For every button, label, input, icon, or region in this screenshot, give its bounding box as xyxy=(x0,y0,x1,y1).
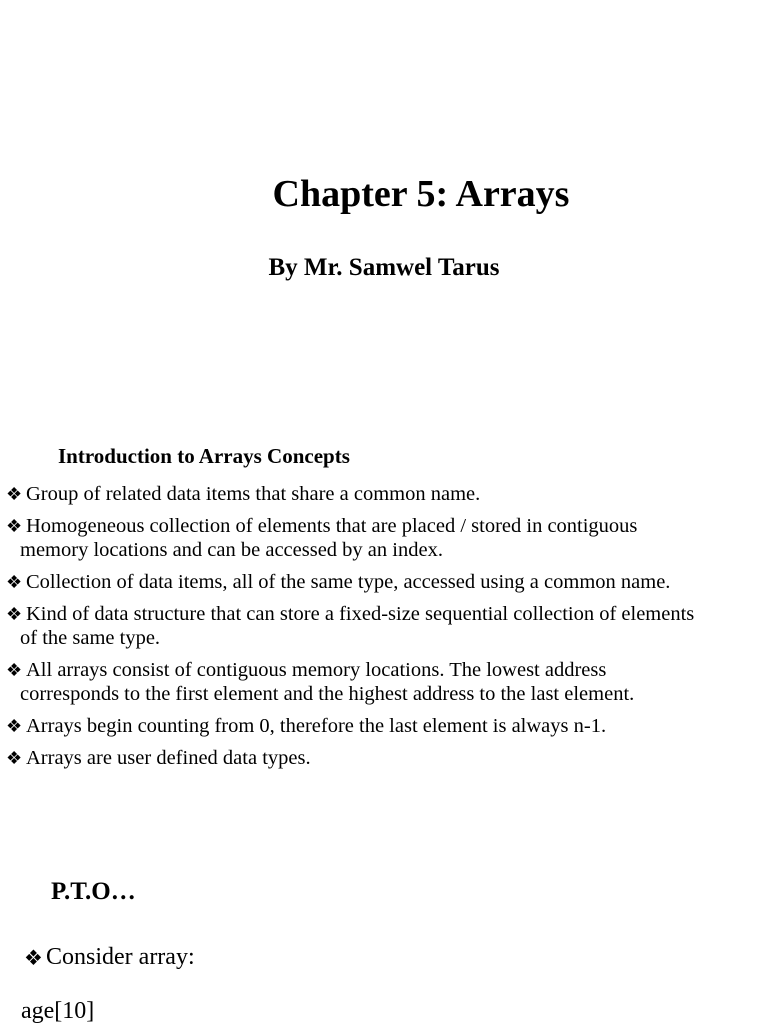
list-item xyxy=(6,602,766,650)
bullet-text-line: Arrays begin counting from 0, therefore the last element is always n-1. xyxy=(26,715,607,737)
four-diamond-bullet-icon: ❖ xyxy=(6,516,23,536)
bullet-text-line: memory locations and can be accessed by an index. xyxy=(20,539,443,561)
bullet-text-line: Arrays are user defined data types. xyxy=(26,747,311,769)
consider-line xyxy=(24,944,195,971)
code-line: age[10] xyxy=(21,998,95,1024)
list-item xyxy=(6,514,766,562)
four-diamond-bullet-icon: ❖ xyxy=(6,748,23,768)
bullet-text-line: Homogeneous collection of elements that are placed / stored in contiguous xyxy=(26,515,638,537)
four-diamond-bullet-icon: ❖ xyxy=(6,716,23,736)
list-item xyxy=(6,482,766,506)
page-title: Chapter 5: Arrays xyxy=(272,173,570,215)
bullet-list xyxy=(6,482,766,778)
list-item xyxy=(6,570,766,594)
section-heading: Introduction to Arrays Concepts xyxy=(58,444,350,468)
pto-label: P.T.O… xyxy=(51,878,136,905)
bullet-text-line: All arrays consist of contiguous memory locations. The lowest address xyxy=(26,659,607,681)
bullet-text-line: Group of related data items that share a common name. xyxy=(26,483,481,505)
four-diamond-bullet-icon: ❖ xyxy=(6,660,23,680)
four-diamond-bullet-icon: ❖ xyxy=(6,484,23,504)
four-diamond-bullet-icon: ❖ xyxy=(24,945,43,970)
bullet-text-line: corresponds to the first element and the highest address to the last element. xyxy=(20,683,635,705)
bullet-text-line: Kind of data structure that can store a fixed-size sequential collection of elements xyxy=(26,603,695,625)
author-line: By Mr. Samwel Tarus xyxy=(268,254,500,281)
consider-text: Consider array: xyxy=(46,944,195,970)
bullet-text-line: of the same type. xyxy=(20,627,161,649)
four-diamond-bullet-icon: ❖ xyxy=(6,604,23,624)
four-diamond-bullet-icon: ❖ xyxy=(6,572,23,592)
bullet-text-line: Collection of data items, all of the same type, accessed using a common name. xyxy=(26,571,671,593)
list-item xyxy=(6,746,766,770)
list-item xyxy=(6,658,766,706)
list-item xyxy=(6,714,766,738)
